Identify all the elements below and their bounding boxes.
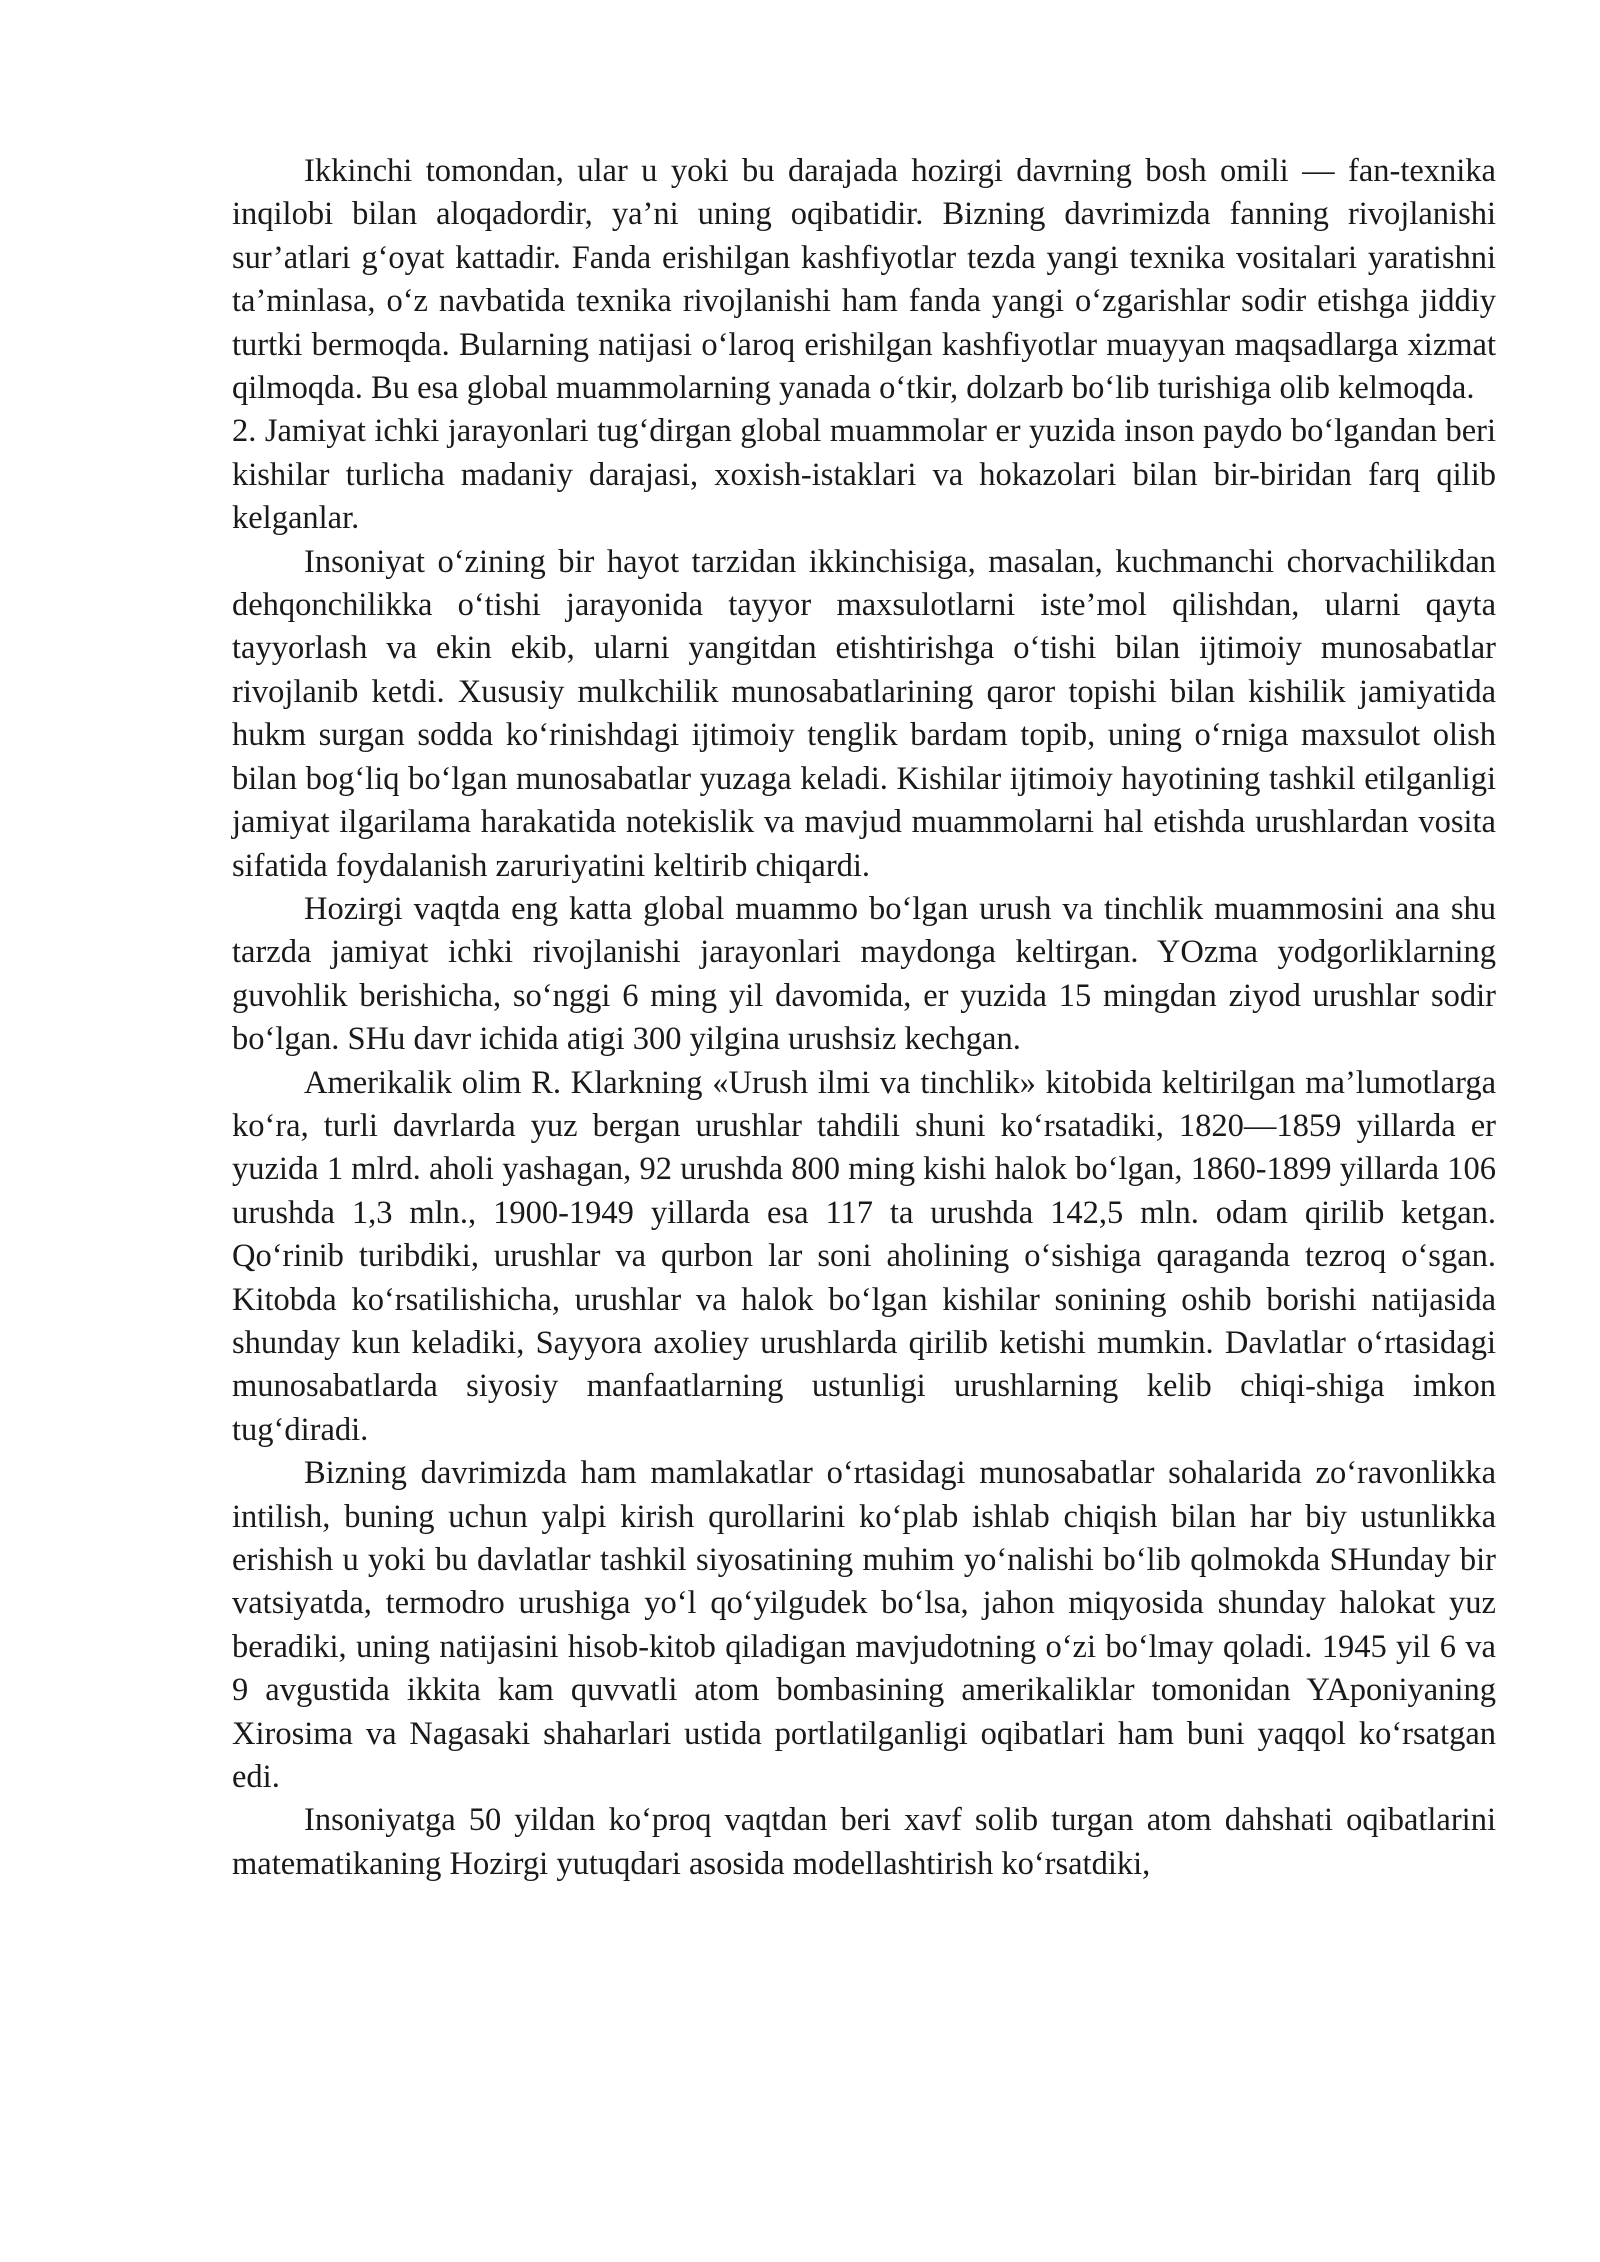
- paragraph-5: Amerikalik olim R. Klarkning «Urush ilmi va tinchlik» kitobida keltirilgan ma’lumotlarga ko‘ra, turli davrlarda yuz bergan urushlar tahdili shuni ko‘rsatadiki, 1820—1859 yillarda er yuzida 1 mlrd. aholi yashagan, 92 urushda 800 ming kishi halok bo‘lgan, 1860-1899 yillarda 106 urushda 1,3 mln., 1900-1949 yillarda esa 117 ta urushda 142,5 mln. odam qirilib ketgan. Qo‘rinib turibdiki, urushlar va qurbon lar soni aholining o‘sishiga qaraganda tezroq o‘sgan. Kitobda ko‘rsatilishicha, urushlar va halok bo‘lgan kishilar sonining oshib borishi natijasida shunday kun keladiki, Sayyora axoliey urushlarda qirilib ketishi mumkin. Davlatlar o‘rtasidagi munosabatlarda siyosiy manfaatlarning ustunligi urushlarning kelib chiqi-shiga imkon tug‘diradi.: [232, 1064, 1496, 1448]
- paragraph-1: Ikkinchi tomondan, ular u yoki bu darajada hozirgi davrning bosh omili — fan-texnika inqilobi bilan aloqadordir, ya’ni uning oqibatidir. Bizning davrimizda fanning rivojlanishi sur’atlari g‘oyat kattadir. Fanda erishilgan kashfiyotlar tezda yangi texnika vositalari yaratishni ta’minlasa, o‘z navbatida texnika rivojlanishi ham fanda yangi o‘zgarishlar sodir etishga jiddiy turtki bermoqda. Bularning natijasi o‘laroq erishilgan kashfiyotlar muayyan maqsadlarga xizmat qilmoqda. Bu esa global muammolarning yanada o‘tkir, dolzarb bo‘lib turishiga olib kelmoqda.: [232, 153, 1496, 407]
- paragraph-2: 2. Jamiyat ichki jarayonlari tug‘dirgan global muammolar er yuzida inson paydo bo‘lgandan beri kishilar turlicha madaniy darajasi, xoxish-istaklari va hokazolari bilan bir-biridan farq qilib kelganlar.: [232, 413, 1496, 537]
- paragraph-3: Insoniyat o‘zining bir hayot tarzidan ikkinchisiga, masalan, kuchmanchi chorvachilikdan dehqonchilikka o‘tishi jarayonida tayyor maxsulotlarni iste’mol qilishdan, ularni qayta tayyorlash va ekin ekib, ularni yangitdan etishtirishga o‘tishi bilan ijtimoiy munosabatlar rivojlanib ketdi. Xususiy mulkchilik munosabatlarining qaror topishi bilan kishilik jamiyatida hukm surgan sodda ko‘rinishdagi ijtimoiy tenglik bardam topib, uning o‘rniga maxsulot olish bilan bog‘liq bo‘lgan munosabatlar yuzaga keladi. Kishilar ijtimoiy hayotining tashkil etilganligi jamiyat ilgarilama harakatida notekislik va mavjud muammolarni hal etishda urushlardan vosita sifatida foydalanish zaruriyatini keltirib chiqardi.: [232, 543, 1496, 884]
- document-page: [232, 150, 1496, 1886]
- paragraph-7: Insoniyatga 50 yildan ko‘proq vaqtdan beri xavf solib turgan atom dahshati oqibatlarini matematikaning Hozirgi yutuqdari asosida modellashtirish ko‘rsatdiki,: [232, 1802, 1496, 1882]
- paragraph-4: Hozirgi vaqtda eng katta global muammo bo‘lgan urush va tinchlik muammosini ana shu tarzda jamiyat ichki rivojlanishi jarayonlari maydonga keltirgan. YOzma yodgorliklarning guvohlik berishicha, so‘nggi 6 ming yil davomida, er yuzida 15 mingdan ziyod urushlar sodir bo‘lgan. SHu davr ichida atigi 300 yilgina urushsiz kechgan.: [232, 890, 1496, 1058]
- paragraph-6: Bizning davrimizda ham mamlakatlar o‘rtasidagi munosabatlar sohalarida zo‘ravonlikka intilish, buning uchun yalpi kirish qurollarini ko‘plab ishlab chiqish bilan har biy ustunlikka erishish u yoki bu davlatlar tashkil siyosatining muhim yo‘nalishi bo‘lib qolmokda SHunday bir vatsiyatda, termodro urushiga yo‘l qo‘yilgudek bo‘lsa, jahon miqyosida shunday halokat yuz beradiki, uning natijasini hisob-kitob qiladigan mavjudotning o‘zi bo‘lmay qoladi. 1945 yil 6 va 9 avgustida ikkita kam quvvatli atom bombasining amerikaliklar tomonidan YAponiyaning Xirosima va Nagasaki shaharlari ustida portlatilganligi oqibatlari ham buni yaqqol ko‘rsatgan edi.: [232, 1455, 1496, 1796]
